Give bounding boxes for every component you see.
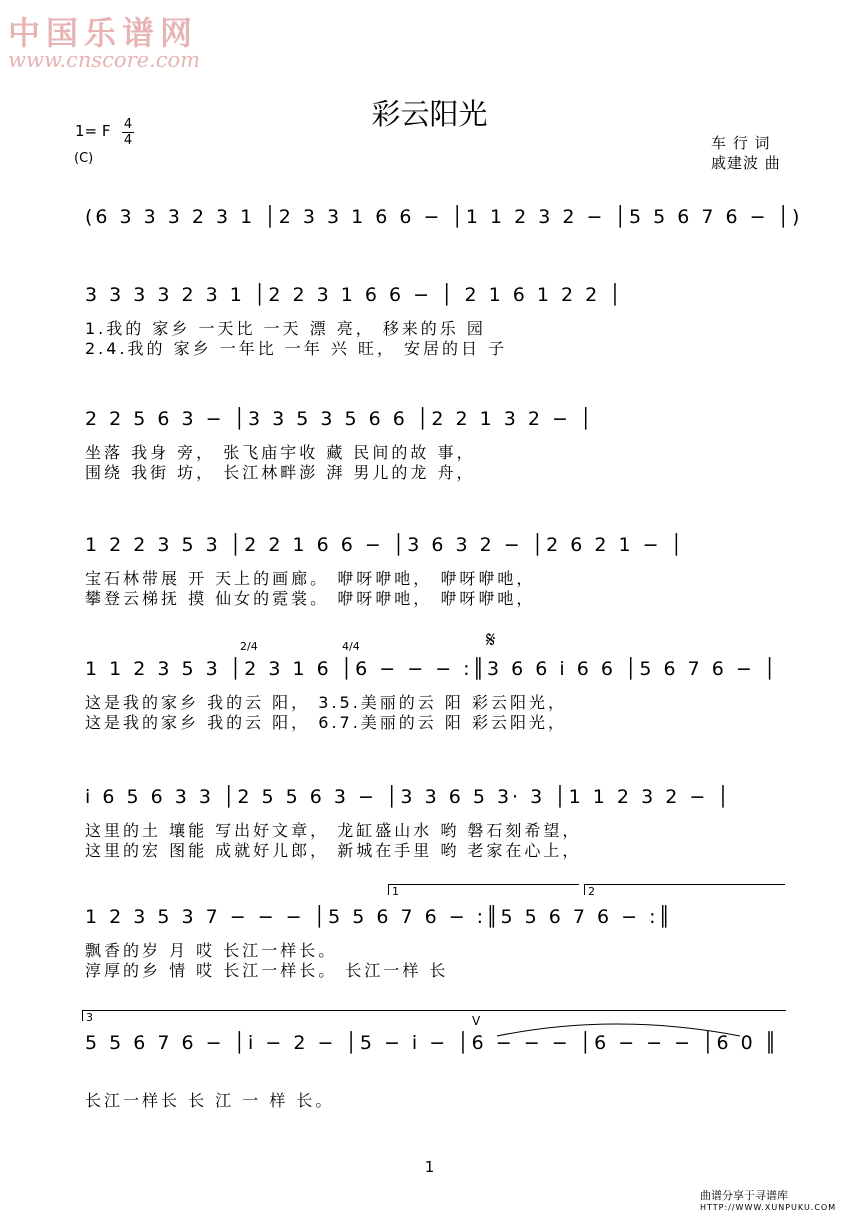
volta-label-2: 2 [588, 885, 595, 898]
watermark-url: www.cnscore.com [8, 48, 201, 72]
footer-url: HTTP://WWW.XUNPUKU.COM [700, 1203, 837, 1212]
notation-line: 1 1 2 3 5 3 │2 3 1 6 │6 − − − :║3 6 6 i 6 6 │5 6 7 6 − │ [85, 658, 779, 680]
notation-line: 5 5 6 7 6 − │i − 2 − │5 − i − │6 − − − │6 − − − │6 0 ║ [85, 1032, 780, 1054]
time-signature-top: 4 [123, 117, 133, 132]
page-title: 彩云阳光 [371, 97, 488, 131]
watermark-site-name: 中国乐谱网 [8, 14, 199, 52]
notation-line: 1 2 3 5 3 7 − − − │5 5 6 7 6 − :║5 5 6 7 6 − :║ [85, 906, 673, 928]
notation-line: i 6 5 6 3 3 │2 5 5 6 3 − │3 3 6 5 3· 3 │1 1 2 3 2 − │ [85, 786, 732, 808]
lyric-verse-1: 这里的土 壤能 写出好文章， 龙缸盛山水 哟 磐石刻希望， [85, 821, 582, 840]
lyric-verse-2: 这是我的家乡 我的云 阳， 6.7.美丽的云 阳 彩云阳光， [85, 713, 567, 732]
time-signature [122, 118, 134, 147]
volta-bracket-1 [388, 884, 579, 895]
lyric-verse-2: 淳厚的乡 情 哎 长江一样长。 长江一样 长 [85, 961, 449, 980]
volta-label-1: 1 [392, 885, 399, 898]
breath-mark: V [472, 1014, 481, 1028]
lyric-verse-2: 围绕 我街 坊， 长江林畔澎 湃 男儿的龙 舟， [85, 463, 476, 482]
segno-sign: 𝄋 [486, 628, 496, 653]
volta-label-3: 3 [86, 1011, 93, 1024]
key-note: (C) [74, 151, 94, 166]
lyric-line: 长江一样长 长 江 一 样 长。 [85, 1091, 335, 1110]
time-change-4-4: 4/4 [342, 640, 360, 653]
lyric-verse-1: 坐落 我身 旁， 张飞庙宇收 藏 民间的故 事， [85, 443, 476, 462]
lyric-verse-2: 这里的宏 图能 成就好儿郎， 新城在手里 哟 老家在心上， [85, 841, 582, 860]
time-signature-bottom: 4 [123, 133, 133, 148]
time-change-2-4: 2/4 [240, 640, 258, 653]
lyric-verse-2: 2.4.我的 家乡 一年比 一年 兴 旺， 安居的日 子 [85, 339, 508, 358]
lyricist-credit: 车 行 词 [711, 134, 771, 152]
key-signature: 1= F [75, 122, 111, 140]
composer-credit: 戚建波 曲 [711, 154, 781, 172]
lyric-verse-1: 飘香的岁 月 哎 长江一样长。 [85, 941, 338, 960]
notation-line: 2 2 5 6 3 − │3 3 5 3 5 6 6 │2 2 1 3 2 − │ [85, 408, 595, 430]
volta-bracket-2 [584, 884, 785, 895]
lyric-verse-2: 攀登云梯抚 摸 仙女的霓裳。 咿呀咿吔， 咿呀咿吔， [85, 589, 536, 608]
lyric-verse-1: 宝石林带展 开 天上的画廊。 咿呀咿吔， 咿呀咿吔， [85, 569, 536, 588]
notation-line: 1 2 2 3 5 3 │2 2 1 6 6 − │3 6 3 2 − │2 6 2 1 − │ [85, 534, 686, 556]
page-number: 1 [424, 1158, 435, 1176]
notation-line: (6 3 3 3 2 3 1 │2 3 3 1 6 6 − │1 1 2 3 2 − │5 5 6 7 6 − │) [85, 206, 803, 228]
notation-line: 3 3 3 3 2 3 1 │2 2 3 1 6 6 − │ 2 1 6 1 2 2 │ [85, 284, 624, 306]
lyric-verse-1: 这是我的家乡 我的云 阳， 3.5.美丽的云 阳 彩云阳光， [85, 693, 567, 712]
footer-text: 曲谱分享于寻谱库 [700, 1189, 788, 1202]
lyric-verse-1: 1.我的 家乡 一天比 一天 漂 亮， 移来的乐 园 [85, 319, 486, 338]
